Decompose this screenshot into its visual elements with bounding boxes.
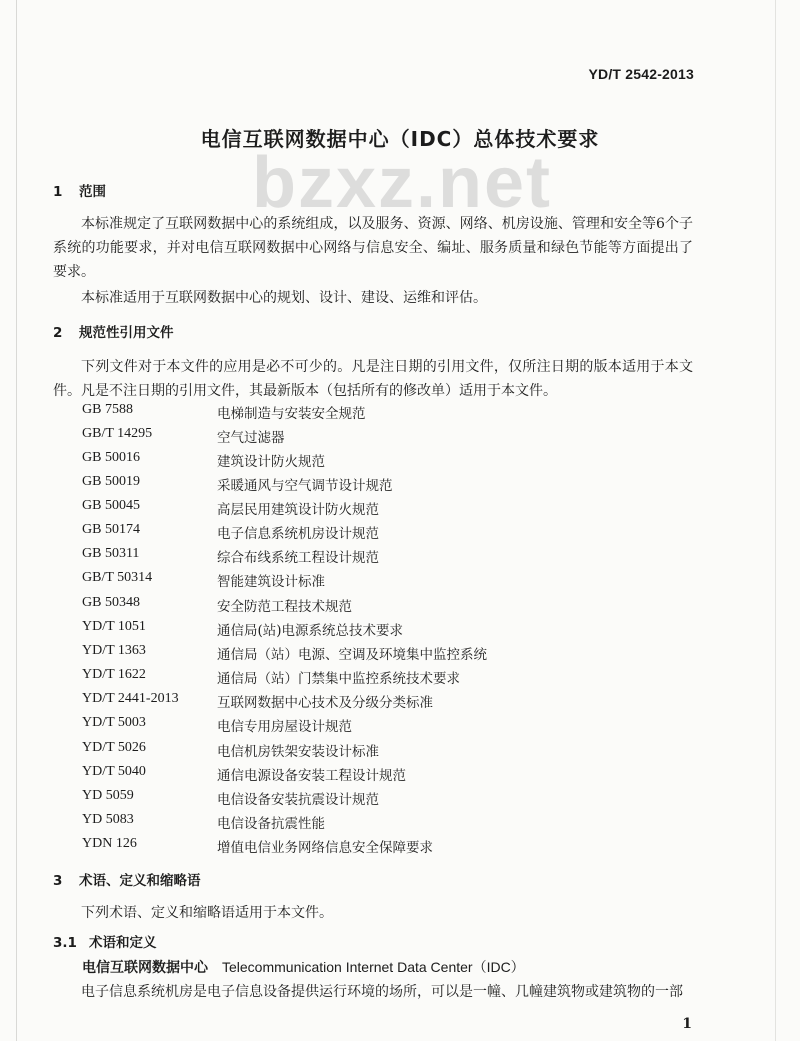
reference-title: 通信电源设备安装工程设计规范 (217, 768, 406, 784)
section-number: 3 (53, 873, 63, 889)
term-definition: 电子信息系统机房是电子信息设备提供运行环境的场所，可以是一幢、几幢建筑物或建筑物的一部 (81, 984, 683, 1000)
reference-title: 互联网数据中心技术及分级分类标准 (217, 695, 433, 711)
scope-paragraph-2: 本标准适用于互联网数据中心的规划、设计、建设、运维和评估。 (81, 290, 487, 306)
terms-intro: 下列术语、定义和缩略语适用于本文件。 (81, 905, 333, 921)
reference-title: 电信设备安装抗震设计规范 (217, 792, 379, 808)
term-entry (82, 957, 525, 977)
section-title: 术语、定义和缩略语 (79, 873, 201, 889)
reference-code: YD/T 5040 (82, 764, 146, 779)
reference-code: YDN 126 (82, 836, 137, 851)
page-number: 1 (682, 1016, 692, 1032)
page-edge-line (775, 0, 776, 1041)
subsection-3-1-heading (53, 931, 157, 951)
term-english: Telecommunication Internet Data Center（IDC） (222, 959, 525, 975)
reference-code: GB 50016 (82, 450, 140, 465)
section-1-heading (53, 180, 106, 200)
reference-code: YD 5083 (82, 812, 134, 827)
section-title: 规范性引用文件 (79, 325, 174, 341)
section-number: 3.1 (53, 935, 77, 951)
reference-title: 电子信息系统机房设计规范 (217, 526, 379, 542)
reference-title: 智能建筑设计标准 (217, 574, 325, 590)
reference-title: 空气过滤器 (217, 430, 285, 446)
reference-code: GB/T 14295 (82, 426, 153, 441)
document-title: 电信互联网数据中心（IDC）总体技术要求 (200, 127, 600, 151)
reference-title: 增值电信业务网络信息安全保障要求 (217, 840, 433, 856)
reference-code: GB 50174 (82, 522, 140, 537)
reference-title: 综合布线系统工程设计规范 (217, 550, 379, 566)
reference-code: GB 50045 (82, 498, 140, 513)
reference-code: YD/T 2441-2013 (82, 691, 179, 706)
reference-title: 电信专用房屋设计规范 (217, 719, 352, 735)
reference-code: YD 5059 (82, 788, 134, 803)
reference-code: GB 50019 (82, 474, 140, 489)
reference-code: GB 50348 (82, 595, 140, 610)
reference-title: 电信设备抗震性能 (217, 816, 325, 832)
section-title: 术语和定义 (89, 935, 157, 951)
reference-code: GB 50311 (82, 546, 140, 561)
reference-title: 通信局（站）电源、空调及环境集中监控系统 (217, 647, 487, 663)
section-number: 1 (53, 184, 63, 200)
reference-title: 建筑设计防火规范 (217, 454, 325, 470)
reference-code: YD/T 1622 (82, 667, 146, 682)
section-3-heading (53, 869, 201, 889)
section-title: 范围 (79, 184, 106, 200)
standard-code: YD/T 2542-2013 (588, 66, 694, 82)
references-intro: 下列文件对于本文件的应用是必不可少的。凡是注日期的引用文件，仅所注日期的版本适用于本文件。凡是不注日期的引用文件，其最新版本（包括所有的修改单）适用于本文件。 (53, 359, 693, 399)
reference-code: YD/T 5026 (82, 740, 146, 755)
reference-title: 电梯制造与安装安全规范 (217, 406, 366, 422)
reference-code: YD/T 1051 (82, 619, 146, 634)
reference-title: 安全防范工程技术规范 (217, 599, 352, 615)
reference-title: 通信局（站）门禁集中监控系统技术要求 (217, 671, 460, 687)
scope-paragraph-1: 本标准规定了互联网数据中心的系统组成，以及服务、资源、网络、机房设施、管理和安全等6个子系统的功能要求，并对电信互联网数据中心网络与信息安全、编址、服务质量和绿色节能等方面提出了要求。 (53, 216, 693, 280)
page-edge-line (16, 0, 17, 1041)
reference-code: GB 7588 (82, 402, 133, 417)
section-number: 2 (53, 325, 63, 341)
reference-title: 通信局(站)电源系统总技术要求 (217, 623, 404, 639)
reference-title: 电信机房铁架安装设计标准 (217, 744, 379, 760)
reference-title: 高层民用建筑设计防火规范 (217, 502, 379, 518)
reference-code: YD/T 1363 (82, 643, 146, 658)
reference-title: 采暖通风与空气调节设计规范 (217, 478, 393, 494)
reference-code: YD/T 5003 (82, 715, 146, 730)
section-2-heading (53, 321, 174, 341)
reference-code: GB/T 50314 (82, 570, 153, 585)
term-chinese: 电信互联网数据中心 (82, 960, 208, 976)
watermark: bzxz.net (251, 143, 553, 223)
